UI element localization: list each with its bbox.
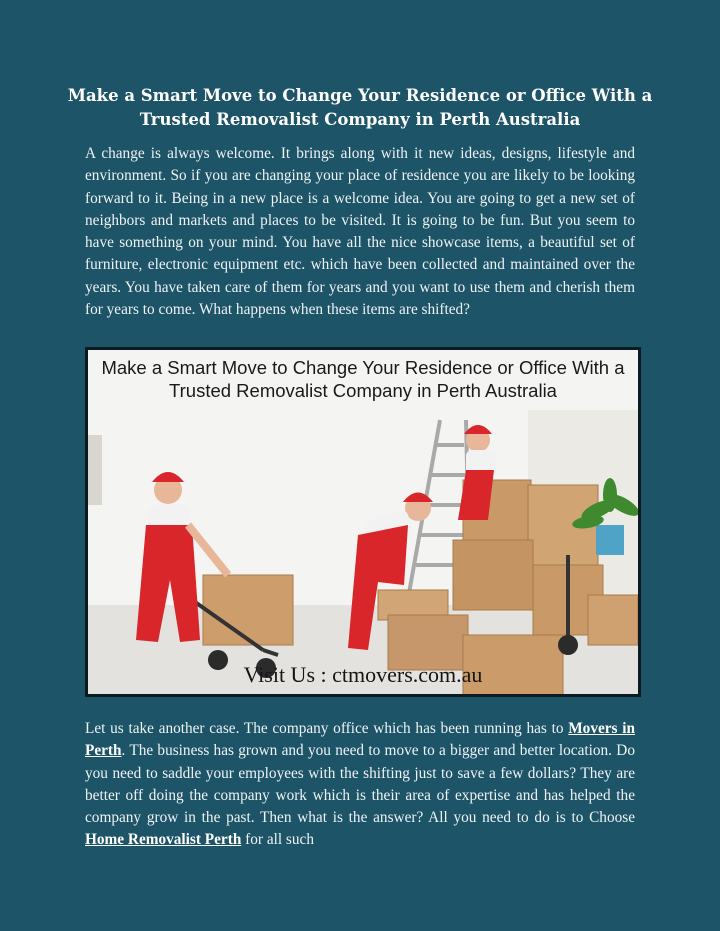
movers-banner-image	[85, 347, 641, 697]
paragraph2-text-3: for all such	[241, 831, 314, 849]
banner-title	[88, 356, 638, 402]
banner-visit-text: Visit Us : ctmovers.com.au	[243, 662, 483, 687]
article-title: Make a Smart Move to Change Your Residence or Office With a Trusted Removalist Company in Perth Australia	[67, 86, 653, 129]
movers-in-perth-link[interactable]: Movers in Perth	[85, 720, 635, 760]
banner-title-line1: Make a Smart Move to Change Your Residence or Office With a	[101, 357, 625, 378]
home-removalist-perth-link[interactable]: Home Removalist Perth	[85, 831, 242, 849]
intro-paragraph: A change is always welcome. It brings along with it new ideas, designs, lifestyle and environment. So if you are changing your place of residence you are likely to be looking forward to it. Being in a new place is a welcome idea. You are going to get a new set of neighbors and markets and places to be visited. It is going to be fun. But you seem to have something on your mind. You have all the nice showcase items, a beautiful set of furniture, electronic equipment etc. which have been collected and maintained over the years. You have taken care of them for years and you want to use them and cherish them for years to come. What happens when these items are shifted?	[85, 145, 635, 319]
second-paragraph	[85, 718, 635, 852]
paragraph2-text-1: Let us take another case. The company office which has been running has to	[85, 720, 569, 737]
banner-title-line2: Trusted Removalist Company in Perth Australia	[169, 380, 557, 401]
paragraph2-text-2: . The business has grown and you need to move to a bigger and better location. Do you need to saddle your employees with the shifting just to save a few dollars? They are better off doing the company work which is their area of expertise and has helped the company grow in the past. Then what is the answer? All you need to do is to Choose	[85, 742, 635, 827]
